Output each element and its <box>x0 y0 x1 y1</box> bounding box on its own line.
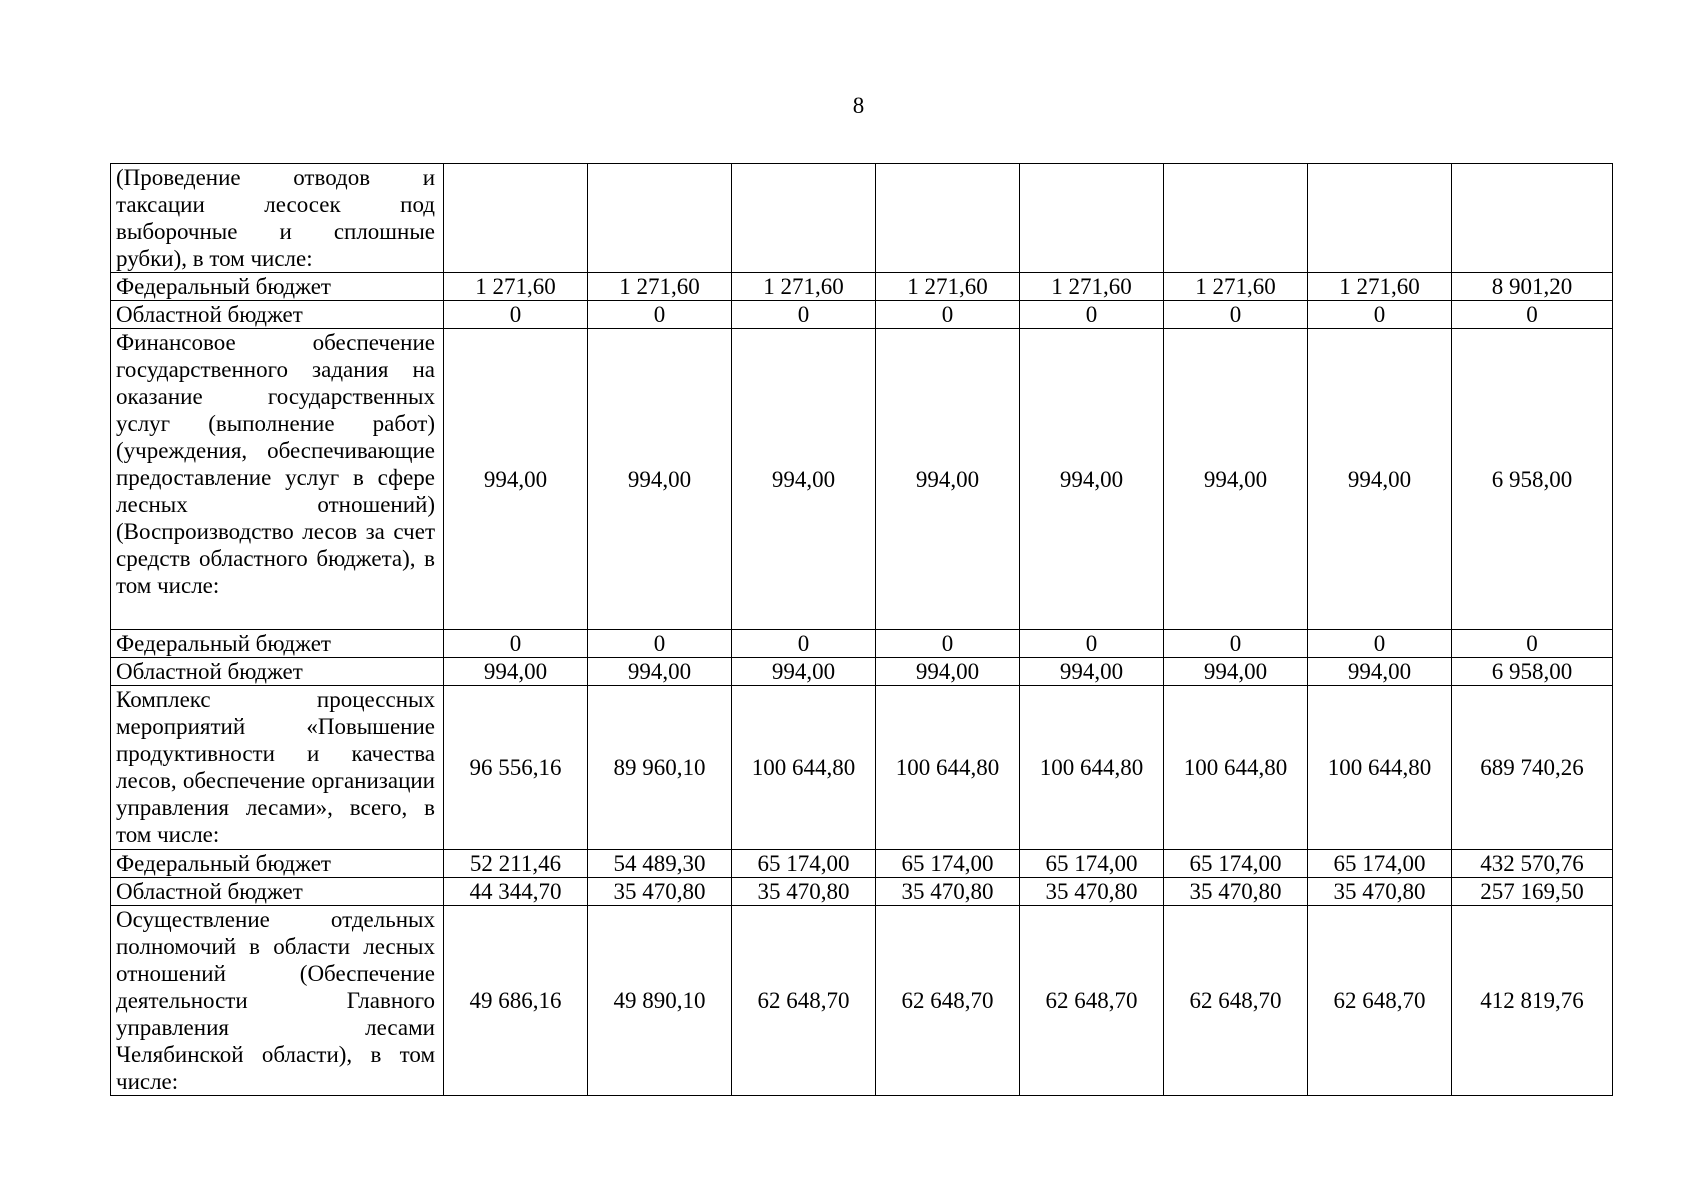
table-cell <box>1308 164 1452 273</box>
table-row <box>111 329 1613 630</box>
table-cell: 1 271,60 <box>732 273 876 301</box>
table-cell: 412 819,76 <box>1452 906 1613 1096</box>
table-cell: 994,00 <box>1020 658 1164 686</box>
table-cell: 100 644,80 <box>1308 686 1452 850</box>
table-cell: 35 470,80 <box>876 878 1020 906</box>
table-cell: 1 271,60 <box>1164 273 1308 301</box>
table-cell: 1 271,60 <box>588 273 732 301</box>
table-cell: 62 648,70 <box>1308 906 1452 1096</box>
table-row <box>111 630 1613 658</box>
table-row <box>111 273 1613 301</box>
page-number: 8 <box>852 93 865 118</box>
table-cell: 6 958,00 <box>1452 658 1613 686</box>
table-cell: 994,00 <box>876 658 1020 686</box>
table-row <box>111 906 1613 1096</box>
table-cell: 0 <box>732 301 876 329</box>
table-cell: 89 960,10 <box>588 686 732 850</box>
table-cell: 62 648,70 <box>876 906 1020 1096</box>
table-cell: 0 <box>1164 630 1308 658</box>
funding-table <box>110 163 1613 1096</box>
table-cell: 96 556,16 <box>444 686 588 850</box>
row-label: Областной бюджет <box>111 658 444 686</box>
table-cell: 0 <box>1452 301 1613 329</box>
table-cell <box>876 164 1020 273</box>
table-cell: 994,00 <box>732 658 876 686</box>
table-cell: 0 <box>588 630 732 658</box>
table-cell: 0 <box>1020 630 1164 658</box>
table-row <box>111 878 1613 906</box>
table-cell: 1 271,60 <box>876 273 1020 301</box>
table-cell: 257 169,50 <box>1452 878 1613 906</box>
table-cell: 994,00 <box>1308 329 1452 630</box>
table-cell: 994,00 <box>444 658 588 686</box>
table-cell: 994,00 <box>588 329 732 630</box>
row-label: (Проведение отводов и таксации лесосек под выборочные и сплошные рубки), в том числе: <box>111 164 444 273</box>
table-cell: 689 740,26 <box>1452 686 1613 850</box>
table-cell: 0 <box>1308 301 1452 329</box>
row-label: Финансовое обеспечение государственного задания на оказание государственных услуг (выполнение работ) (учреждения, обеспечивающие предоставление услуг в сфере лесных отношений) (Воспроизводство лесов за счет средств областного бюджета), в том числе: <box>111 329 444 630</box>
table-cell <box>1020 164 1164 273</box>
table-cell: 52 211,46 <box>444 850 588 878</box>
table-cell: 100 644,80 <box>1020 686 1164 850</box>
table-cell: 35 470,80 <box>1164 878 1308 906</box>
table-cell: 1 271,60 <box>444 273 588 301</box>
table-cell: 994,00 <box>1164 329 1308 630</box>
table-cell: 0 <box>732 630 876 658</box>
table-cell: 65 174,00 <box>876 850 1020 878</box>
table-row <box>111 686 1613 850</box>
table-cell <box>1452 164 1613 273</box>
table-cell: 49 686,16 <box>444 906 588 1096</box>
table-cell: 100 644,80 <box>1164 686 1308 850</box>
table-cell: 994,00 <box>732 329 876 630</box>
table-cell: 994,00 <box>876 329 1020 630</box>
table-cell: 6 958,00 <box>1452 329 1613 630</box>
table-cell: 0 <box>444 630 588 658</box>
row-label: Федеральный бюджет <box>111 630 444 658</box>
table-cell: 0 <box>444 301 588 329</box>
table-cell <box>732 164 876 273</box>
table-cell: 0 <box>1020 301 1164 329</box>
table-cell <box>1164 164 1308 273</box>
table-cell: 8 901,20 <box>1452 273 1613 301</box>
row-label: Комплекс процессных мероприятий «Повышение продуктивности и качества лесов, обеспечение организации управления лесами», всего, в том числе: <box>111 686 444 850</box>
table-cell: 65 174,00 <box>1020 850 1164 878</box>
table-cell: 994,00 <box>1020 329 1164 630</box>
table-cell: 54 489,30 <box>588 850 732 878</box>
table-cell: 994,00 <box>444 329 588 630</box>
table-row <box>111 850 1613 878</box>
table-cell: 62 648,70 <box>732 906 876 1096</box>
table-cell: 62 648,70 <box>1020 906 1164 1096</box>
table-cell: 65 174,00 <box>732 850 876 878</box>
table-row <box>111 301 1613 329</box>
table-cell: 0 <box>876 301 1020 329</box>
table-cell: 100 644,80 <box>876 686 1020 850</box>
table-cell: 0 <box>876 630 1020 658</box>
table-cell <box>444 164 588 273</box>
table-cell: 994,00 <box>1164 658 1308 686</box>
row-label: Областной бюджет <box>111 878 444 906</box>
row-label: Осуществление отдельных полномочий в области лесных отношений (Обеспечение деятельности Главного управления лесами Челябинской области), в том числе: <box>111 906 444 1096</box>
table-cell: 65 174,00 <box>1308 850 1452 878</box>
table-cell: 0 <box>588 301 732 329</box>
table-cell: 0 <box>1164 301 1308 329</box>
table-cell: 49 890,10 <box>588 906 732 1096</box>
table-cell: 1 271,60 <box>1020 273 1164 301</box>
table-cell: 35 470,80 <box>732 878 876 906</box>
table-cell: 994,00 <box>588 658 732 686</box>
table-cell: 994,00 <box>1308 658 1452 686</box>
table-cell: 0 <box>1308 630 1452 658</box>
table-row <box>111 164 1613 273</box>
table-cell: 1 271,60 <box>1308 273 1452 301</box>
table-cell: 62 648,70 <box>1164 906 1308 1096</box>
table-cell: 0 <box>1452 630 1613 658</box>
table-cell: 35 470,80 <box>1020 878 1164 906</box>
table-cell: 35 470,80 <box>588 878 732 906</box>
table-cell: 100 644,80 <box>732 686 876 850</box>
table-row <box>111 658 1613 686</box>
table-cell <box>588 164 732 273</box>
row-label: Федеральный бюджет <box>111 273 444 301</box>
table-cell: 65 174,00 <box>1164 850 1308 878</box>
row-label: Федеральный бюджет <box>111 850 444 878</box>
row-label: Областной бюджет <box>111 301 444 329</box>
table-cell: 44 344,70 <box>444 878 588 906</box>
table-cell: 432 570,76 <box>1452 850 1613 878</box>
table-cell: 35 470,80 <box>1308 878 1452 906</box>
